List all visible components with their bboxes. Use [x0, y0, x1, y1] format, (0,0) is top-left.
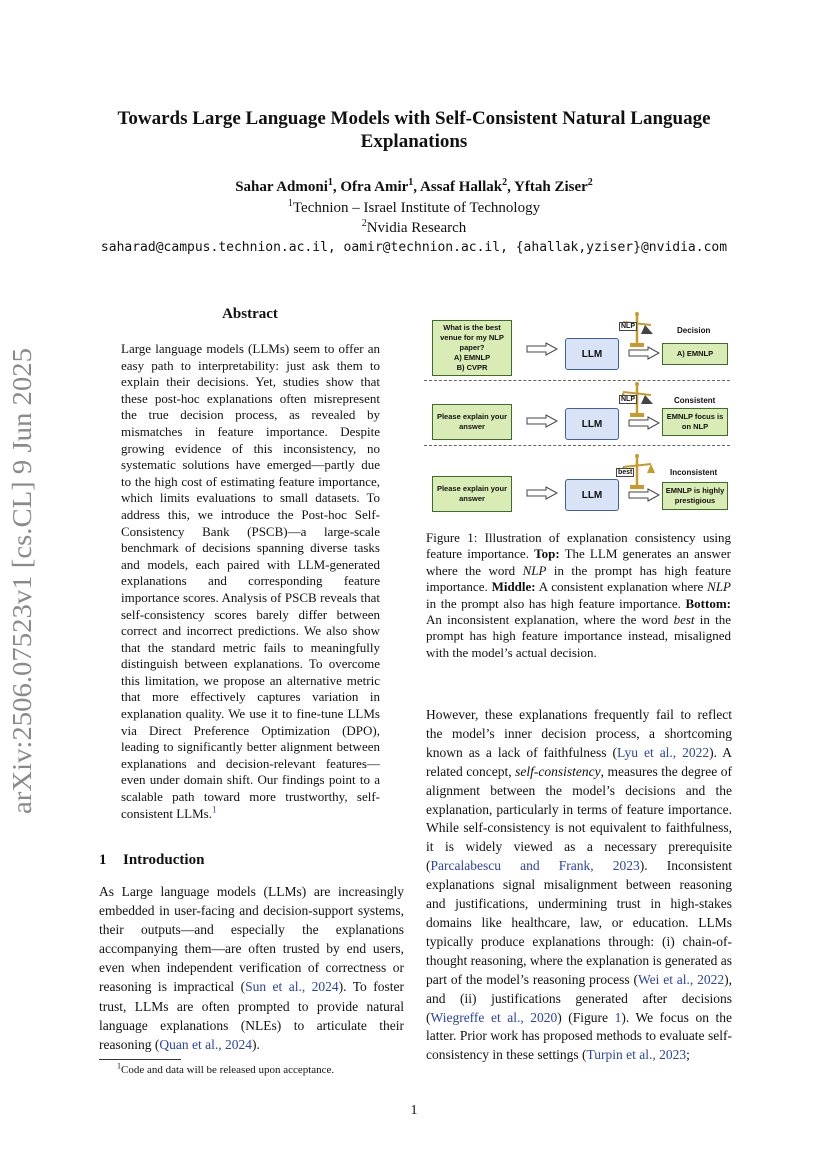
llm-box: LLM [565, 479, 619, 511]
arxiv-identifier [2, 346, 50, 816]
author-separator: , [332, 179, 341, 195]
figure-divider [424, 445, 730, 446]
author-separator: , [507, 179, 515, 195]
author-affiliation-mark: 2 [502, 177, 508, 188]
feature-tag: NLP [621, 396, 635, 403]
text-run: in the prompt has high feature importance instead, misaligned with the model’s actual decision. [426, 612, 731, 660]
arrow-icon [628, 488, 660, 502]
output-box: A) EMNLP [662, 343, 728, 365]
row-label: Consistent [674, 396, 716, 405]
llm-box: LLM [565, 338, 619, 370]
footnote-mark: 1 [117, 1061, 121, 1071]
row-label: Decision [677, 326, 711, 335]
output-box: EMNLP focus is on NLP [662, 408, 728, 436]
caption-label: Middle: [491, 579, 536, 595]
text-run: ). A related concept, [426, 744, 732, 779]
text-run: ) (Figure [557, 1009, 615, 1025]
author-separator: , [413, 179, 420, 195]
citation-link[interactable]: Quan et al., 2024 [159, 1036, 252, 1052]
row-label: Inconsistent [670, 468, 718, 477]
figure-reference-link[interactable]: 1 [614, 1009, 622, 1025]
intro-paragraph-left [99, 882, 404, 1054]
arrow-icon [526, 342, 558, 356]
author-affiliation-mark: 1 [408, 177, 414, 188]
text-run: A consistent explanation where [535, 579, 708, 595]
text-run: in the prompt has high feature importance. [426, 562, 731, 595]
footnote-rule [99, 1059, 181, 1060]
citation-link[interactable]: Wiegreffe et al., 2020 [430, 1009, 558, 1025]
affiliation-mark: 1 [287, 198, 293, 209]
abstract-body: Large language models (LLMs) seem to offer an easy path to interpretability: just ask them to explain their decisions. Yet, studies show that these post-hoc explanations often misrepresent the true decision process, as revealed by mismatches in feature importance. Despite growing evidence of this inconsistency, no systematic solutions have emerged—partly due to the high cost of estimating feature importance, which limits evaluations to small datasets. To address this, we introduce the Post-hoc Self-Consistency Bank (PSCB)—a large-scale benchmark of decisions spanning diverse tasks and models, each paired with LLM-generated explanations and corresponding feature importance scores. Analysis of PSCB reveals that self-consistency scores barely differ between correct and incorrect predictions. We also show that the standard metric fails to meaningfully distinguish between explanations. To overcome this limitation, we propose an alternative metric that more effectively captures variation in explanation quality. We use it to fine-tune LLMs via Direct Preference Optimization (DPO), leading to significantly better alignment between explanations and decision-relevant features—even under domain shift. Our findings point to a scalable path toward more trustworthy, self-consistent LLMs. [121, 341, 380, 821]
text-run: Figure 1: Illustration of explanation consistency using feature importance. [426, 530, 731, 562]
text-run: However, these explanations frequently fail to reflect the model’s inner decision process, a shortcoming known as a lack of faithfulness ( [426, 707, 732, 760]
author-list [80, 178, 748, 197]
text-run: ; [686, 1047, 690, 1063]
text-run: ). We focus on the latter. Prior work has proposed methods to evaluate self-consistency in these settings ( [426, 1009, 732, 1063]
arrow-icon [526, 486, 558, 500]
prompt-box: Please explain your answer [432, 404, 512, 440]
author: Ofra Amir [340, 179, 409, 195]
prompt-box: Please explain your answer [432, 476, 512, 512]
figure-1 [424, 308, 732, 520]
author-affiliation-mark: 1 [327, 177, 333, 188]
section-heading [99, 852, 204, 869]
text-run: , measures the degree of alignment between the model’s decisions and the explanation, particularly in terms of feature importance. While self-consistency is not equivalent to faithfulness, it is widely viewed as a necessary prerequisite ( [426, 763, 732, 874]
text-run: ). Inconsistent explanations signal misalignment between reasoning and justifications, undermining trust in high-stakes domains like healthcare, law, or education. LLMs typically produce explanations through: (i) chain-of-thought reasoning, where the explanation is generated as part of the model’s reasoning process ( [426, 858, 732, 987]
footnote-link[interactable]: 1 [212, 804, 217, 815]
text-run: ), and (ii) justifications generated after decisions ( [426, 971, 732, 1025]
citation-link[interactable]: Parcalabescu and Frank, 2023 [430, 858, 640, 874]
output-box: EMNLP is highly prestigious [662, 482, 728, 510]
page-number: 1 [410, 1103, 418, 1118]
prompt-box: What is the best venue for my NLP paper? A) EMNLP B) CVPR [432, 320, 512, 376]
affiliation-mark: 2 [361, 218, 367, 229]
paper-title: Towards Large Language Models with Self-Consistent Natural Language Explanations [117, 108, 711, 152]
footnote [117, 1061, 335, 1076]
arrow-icon [628, 346, 660, 360]
author-affiliation-mark: 2 [587, 177, 593, 188]
text-run: ). To foster trust, LLMs are often prompted to provide natural language explanations (NLEs) to articulate their reasoning ( [99, 979, 404, 1052]
arrow-icon [628, 416, 660, 430]
citation-link[interactable]: Sun et al., 2024 [245, 979, 339, 995]
arxiv-identifier-text: arXiv:2506.07523v1 [cs.CL] 9 Jun 2025 [7, 376, 38, 814]
author: Yftah Ziser [514, 179, 588, 195]
llm-box: LLM [565, 408, 619, 440]
caption-term: NLP [707, 579, 731, 595]
caption-term: best [673, 612, 695, 628]
author: Sahar Admoni [235, 179, 328, 195]
abstract-text [121, 341, 380, 822]
footnote-text: Code and data will be released upon acceptance. [121, 1064, 335, 1076]
citation-link[interactable]: Lyu et al., 2022 [617, 744, 710, 760]
arrow-icon [526, 414, 558, 428]
caption-label: Bottom: [685, 595, 731, 611]
citation-link[interactable]: Wei et al., 2022 [637, 971, 725, 987]
caption-term: NLP [522, 562, 547, 578]
section-number: 1 [99, 852, 107, 868]
section-title: Introduction [123, 852, 205, 868]
text-run: in the prompt also has high feature importance. [426, 595, 686, 611]
figure-divider [424, 380, 730, 381]
affiliation [80, 199, 748, 218]
defined-term: self-consistency [515, 763, 601, 779]
caption-label: Top: [534, 546, 560, 562]
abstract-heading: Abstract [222, 306, 278, 322]
feature-tag: NLP [621, 323, 635, 330]
author: Assaf Hallak [419, 179, 503, 195]
author-emails: saharad@campus.technion.ac.il, oamir@technion.ac.il, {ahallak,yziser}@nvidia.com [100, 240, 728, 255]
figure-caption [426, 530, 731, 661]
intro-paragraph-right [426, 706, 732, 1065]
affiliation-name: Technion – Israel Institute of Technology [292, 200, 541, 216]
feature-tag: best [618, 469, 633, 476]
text-run: As Large language models (LLMs) are increasingly embedded in user-facing and decision-support systems, their outputs—and especially the explanations accompanying them—are often trusted by end users, even when independent verification of correctness or reasoning is impractical ( [99, 884, 404, 995]
text-run: ). [251, 1036, 260, 1052]
affiliation [80, 219, 748, 238]
text-run: An inconsistent explanation, where the word [426, 612, 674, 628]
citation-link[interactable]: Turpin et al., 2023 [586, 1047, 687, 1063]
affiliation-name: Nvidia Research [366, 220, 467, 236]
text-run: The LLM generates an answer where the word [426, 546, 731, 578]
